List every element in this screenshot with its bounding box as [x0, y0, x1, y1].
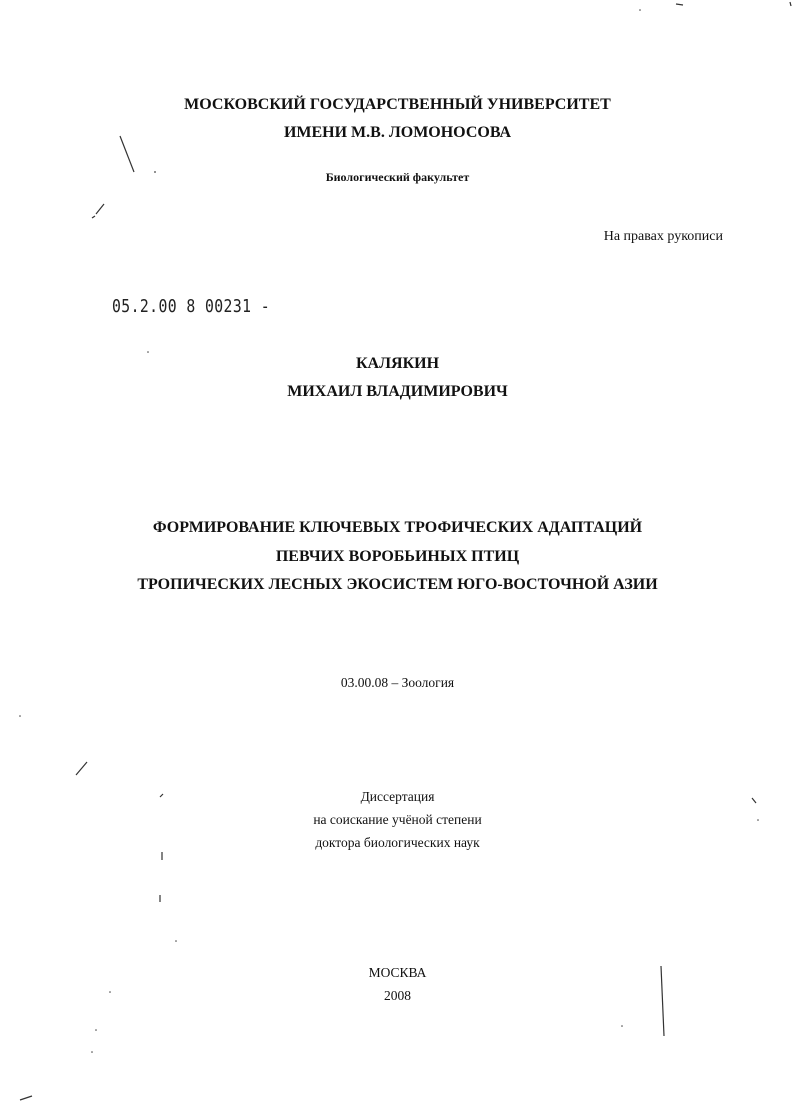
- dissertation-title-line1: ФОРМИРОВАНИЕ КЛЮЧЕВЫХ ТРОФИЧЕСКИХ АДАПТАЦИЙ: [152, 519, 643, 536]
- university-name-line1: МОСКОВСКИЙ ГОСУДАРСТВЕННЫЙ УНИВЕРСИТЕТ: [184, 96, 611, 113]
- author-given-names: МИХАИЛ ВЛАДИМИРОВИЧ: [287, 383, 508, 400]
- degree-line1: Диссертация: [360, 789, 435, 804]
- specialty-code: 03.00.08 – Зоология: [340, 675, 455, 690]
- faculty-name: Биологический факультет: [325, 170, 470, 184]
- degree-line2: на соискание учёной степени: [313, 812, 482, 827]
- archive-stamp: 05.2.00 8 00231 -: [112, 296, 271, 317]
- author-surname: КАЛЯКИН: [355, 355, 440, 372]
- dissertation-title-line2: ПЕВЧИХ ВОРОБЬИНЫХ ПТИЦ: [275, 548, 520, 565]
- degree-line3: доктора биологических наук: [315, 835, 480, 850]
- dissertation-title-line3: ТРОПИЧЕСКИХ ЛЕСНЫХ ЭКОСИСТЕМ ЮГО-ВОСТОЧНОЙ АЗИИ: [137, 576, 658, 593]
- university-name-line2: ИМЕНИ М.В. ЛОМОНОСОВА: [283, 124, 512, 141]
- city: МОСКВА: [368, 965, 427, 980]
- year: 2008: [384, 988, 411, 1003]
- rights-note: На правах рукописи: [603, 229, 723, 244]
